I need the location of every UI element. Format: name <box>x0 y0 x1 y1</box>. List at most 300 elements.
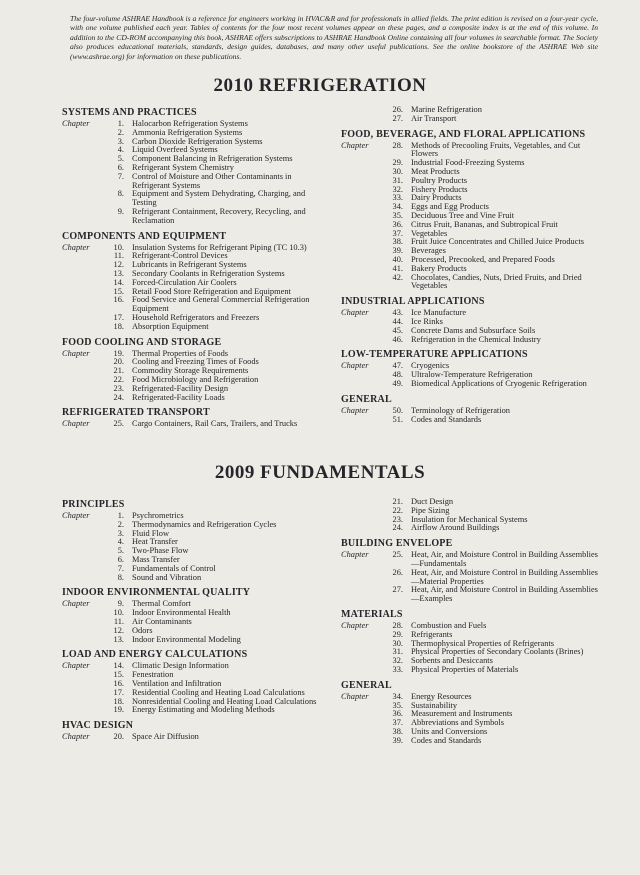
chapter-title: Refrigerated-Facility Loads <box>132 392 225 402</box>
chapter-number: 47. <box>392 361 403 371</box>
chapter-entry <box>341 238 603 247</box>
chapter-label <box>62 689 102 698</box>
chapter-title: Lubricants in Refrigerant Systems <box>132 260 247 270</box>
chapter-number: 20. <box>113 732 124 742</box>
chapter-title: Poultry Products <box>411 175 468 185</box>
chapter-title: Sound and Vibration <box>132 572 202 582</box>
chapter-label: Chapter <box>62 661 90 671</box>
section-heading: BUILDING ENVELOPE <box>341 538 453 550</box>
chapter-number: 39. <box>392 735 403 745</box>
chapter-title: Ultralow-Temperature Refrigeration <box>411 370 533 380</box>
chapter-title: Space Air Diffusion <box>132 732 199 742</box>
chapter-number: 48. <box>392 370 403 380</box>
chapter-title: Secondary Coolants in Refrigeration Systems <box>132 268 285 278</box>
chapter-number: 8. <box>117 189 124 199</box>
chapter-title: Cooling and Freezing Times of Foods <box>132 357 259 367</box>
chapter-entry <box>62 574 324 583</box>
chapter-number: 34. <box>392 202 403 212</box>
chapter-title: Air Transport <box>411 113 457 123</box>
chapter-number: 12. <box>113 625 124 635</box>
chapter-title: Refrigerants <box>411 629 453 639</box>
toc-section <box>62 406 324 429</box>
chapter-number: 4. <box>117 537 124 547</box>
chapter-entry <box>341 256 603 265</box>
chapter-number: 28. <box>392 620 403 630</box>
chapter-label <box>62 538 102 547</box>
chapter-title: Ice Rinks <box>411 316 443 326</box>
chapter-title: Energy Resources <box>411 691 472 701</box>
chapter-label <box>62 252 102 261</box>
chapter-label: Chapter <box>341 550 369 560</box>
chapter-title: Codes and Standards <box>411 414 482 424</box>
toc-section <box>341 128 603 292</box>
section-heading: GENERAL <box>341 393 392 405</box>
chapter-label <box>341 265 381 274</box>
chapter-label <box>341 230 381 239</box>
chapter-title: Absorption Equipment <box>132 321 209 331</box>
chapter-entry <box>341 551 603 569</box>
toc-section <box>62 498 324 582</box>
toc-section <box>62 648 324 715</box>
chapter-title: Sorbents and Desiccants <box>411 656 493 666</box>
chapter-label <box>341 524 381 533</box>
chapter-entry <box>341 586 603 604</box>
chapter-label <box>62 627 102 636</box>
chapter-title: Mass Transfer <box>132 554 180 564</box>
chapter-label: Chapter <box>62 242 90 252</box>
chapter-label <box>341 318 381 327</box>
chapter-number: 36. <box>392 709 403 719</box>
chapter-label <box>341 327 381 336</box>
chapter-entry <box>341 177 603 186</box>
chapter-title: Household Refrigerators and Freezers <box>132 312 260 322</box>
chapter-number: 1. <box>117 119 124 128</box>
chapter-number: 24. <box>392 523 403 533</box>
fundamentals-right-column <box>341 498 603 750</box>
chapter-entry <box>341 569 603 587</box>
chapter-number: 21. <box>113 366 124 376</box>
chapter-title: Concrete Dams and Subsurface Soils <box>411 325 536 335</box>
chapter-number: 23. <box>392 514 403 524</box>
chapter-entry <box>62 618 324 627</box>
chapter-number: 49. <box>392 378 403 388</box>
section-heading: MATERIALS <box>341 608 403 620</box>
chapter-number: 31. <box>392 175 403 185</box>
chapter-title: Eggs and Egg Products <box>411 202 489 212</box>
chapter-title: Psychrometrics <box>132 511 184 520</box>
chapter-entry <box>341 693 603 702</box>
chapter-entry <box>62 662 324 671</box>
chapter-entry <box>62 190 324 208</box>
chapter-title: Fruit Juice Concentrates and Chilled Juice Products <box>411 237 585 247</box>
chapter-label <box>341 186 381 195</box>
chapter-label <box>62 270 102 279</box>
section-heading: REFRIGERATED TRANSPORT <box>62 407 210 419</box>
chapter-entry <box>62 530 324 539</box>
chapter-label <box>62 376 102 385</box>
section-heading: PRINCIPLES <box>62 499 125 510</box>
chapter-number: 13. <box>113 268 124 278</box>
chapter-label: Chapter <box>341 361 369 371</box>
chapter-label <box>341 666 381 675</box>
chapter-title: Cargo Containers, Rail Cars, Trailers, and Trucks <box>132 419 298 429</box>
chapter-entry <box>341 142 603 160</box>
chapter-label <box>62 296 102 314</box>
chapter-number: 21. <box>392 497 403 506</box>
chapter-number: 27. <box>392 585 403 595</box>
chapter-entry <box>62 521 324 530</box>
chapter-title: Thermophysical Properties of Refrigerants <box>411 638 555 648</box>
chapter-title: Refrigerated-Facility Design <box>132 383 229 393</box>
chapter-number: 7. <box>117 563 124 573</box>
chapter-number: 11. <box>113 616 124 626</box>
chapter-entry <box>62 173 324 191</box>
toc-section <box>341 393 603 425</box>
chapter-label <box>341 238 381 247</box>
chapter-title: Ammonia Refrigeration Systems <box>132 127 243 137</box>
chapter-number: 43. <box>392 308 403 318</box>
chapter-entry <box>341 737 603 746</box>
chapter-title: Physical Properties of Secondary Coolants (Brines) <box>411 647 584 657</box>
chapter-number: 18. <box>113 321 124 331</box>
chapter-number: 14. <box>113 661 124 671</box>
section-heading: COMPONENTS AND EQUIPMENT <box>62 230 227 242</box>
section-heading: FOOD COOLING AND STORAGE <box>62 336 222 348</box>
chapter-number: 24. <box>113 392 124 402</box>
chapter-number: 18. <box>113 696 124 706</box>
chapter-label <box>62 129 102 138</box>
chapter-label: Chapter <box>341 308 369 318</box>
chapter-label <box>62 521 102 530</box>
chapter-number: 23. <box>113 383 124 393</box>
chapter-label <box>62 618 102 627</box>
chapter-title: Ventilation and Infiltration <box>132 678 222 688</box>
chapter-title: Insulation Systems for Refrigerant Piping (TC 10.3) <box>132 242 307 252</box>
chapter-label <box>62 394 102 403</box>
chapter-label: Chapter <box>62 419 90 429</box>
chapter-number: 3. <box>117 528 124 538</box>
chapter-title: Liquid Overfeed Systems <box>132 145 218 155</box>
chapter-title: Food Microbiology and Refrigeration <box>132 374 259 384</box>
chapter-title: Citrus Fruit, Bananas, and Subtropical Fruit <box>411 219 558 229</box>
chapter-number: 15. <box>113 670 124 680</box>
chapter-number: 41. <box>392 263 403 273</box>
chapter-number: 29. <box>392 629 403 639</box>
chapter-number: 1. <box>117 511 124 520</box>
chapter-label <box>62 314 102 323</box>
chapter-title: Thermodynamics and Refrigeration Cycles <box>132 519 277 529</box>
chapter-label: Chapter <box>62 511 90 520</box>
chapter-number: 34. <box>392 691 403 701</box>
chapter-label <box>341 569 381 587</box>
chapter-label <box>341 168 381 177</box>
chapter-number: 19. <box>113 705 124 715</box>
chapter-number: 17. <box>113 312 124 322</box>
chapter-label <box>341 737 381 746</box>
chapter-title: Units and Conversions <box>411 726 488 736</box>
chapter-title: Fluid Flow <box>132 528 170 538</box>
chapter-label <box>62 574 102 583</box>
chapter-title: Heat, Air, and Moisture Control in Building Assemblies—Examples <box>411 585 598 604</box>
chapter-entry <box>62 208 324 226</box>
chapter-number: 22. <box>113 374 124 384</box>
chapter-title: Industrial Food-Freezing Systems <box>411 158 525 168</box>
chapter-title: Processed, Precooked, and Prepared Foods <box>411 254 555 264</box>
chapter-title: Terminology of Refrigeration <box>411 405 510 415</box>
chapter-entry <box>341 221 603 230</box>
chapter-label: Chapter <box>341 405 369 415</box>
volume-title-fundamentals: 2009 FUNDAMENTALS <box>214 462 426 483</box>
chapter-label <box>341 203 381 212</box>
chapter-title: Two-Phase Flow <box>132 546 189 556</box>
chapter-label <box>62 385 102 394</box>
chapter-title: Meat Products <box>411 166 460 176</box>
chapter-label <box>341 380 381 389</box>
chapter-number: 25. <box>392 550 403 560</box>
chapter-entry <box>341 186 603 195</box>
chapter-number: 15. <box>113 286 124 296</box>
chapter-entry <box>62 636 324 645</box>
chapter-number: 42. <box>392 272 403 282</box>
toc-section <box>62 586 324 644</box>
chapter-label <box>62 565 102 574</box>
chapter-number: 26. <box>392 105 403 114</box>
chapter-title: Measurement and Instruments <box>411 709 513 719</box>
chapter-title: Climatic Design Information <box>132 661 229 671</box>
chapter-title: Component Balancing in Refrigeration Systems <box>132 154 293 164</box>
chapter-title: Ice Manufacture <box>411 308 467 318</box>
chapter-number: 2. <box>117 127 124 137</box>
toc-section <box>62 106 324 226</box>
chapter-number: 5. <box>117 154 124 164</box>
chapter-entry <box>62 420 324 429</box>
toc-section <box>341 608 603 675</box>
chapter-entry <box>341 309 603 318</box>
chapter-number: 46. <box>392 334 403 344</box>
chapter-entry <box>341 168 603 177</box>
chapter-label <box>341 106 381 115</box>
chapter-number: 40. <box>392 254 403 264</box>
section-heading: INDUSTRIAL APPLICATIONS <box>341 296 485 308</box>
chapter-number: 6. <box>117 554 124 564</box>
chapter-title: Chocolates, Candies, Nuts, Dried Fruits, and Dried Vegetables <box>411 272 582 291</box>
chapter-number: 16. <box>113 295 124 305</box>
chapter-title: Bakery Products <box>411 263 467 273</box>
chapter-label <box>341 710 381 719</box>
chapter-entry <box>62 547 324 556</box>
chapter-number: 38. <box>392 237 403 247</box>
chapter-title: Airflow Around Buildings <box>411 523 500 533</box>
chapter-number: 10. <box>113 608 124 618</box>
chapter-number: 32. <box>392 656 403 666</box>
chapter-number: 16. <box>113 678 124 688</box>
chapter-title: Heat, Air, and Moisture Control in Building Assemblies—Fundamentals <box>411 550 598 568</box>
chapter-number: 10. <box>113 242 124 252</box>
section-heading: FOOD, BEVERAGE, AND FLORAL APPLICATIONS <box>341 128 586 140</box>
chapter-label <box>341 648 381 657</box>
chapter-number: 11. <box>113 251 124 261</box>
chapter-label <box>62 358 102 367</box>
chapter-title: Biomedical Applications of Cryogenic Refrigeration <box>411 378 587 388</box>
chapter-title: Deciduous Tree and Vine Fruit <box>411 210 515 220</box>
chapter-label <box>62 288 102 297</box>
chapter-entry <box>62 609 324 618</box>
chapter-label <box>341 115 381 124</box>
chapter-number: 44. <box>392 316 403 326</box>
volume-title-refrigeration: 2010 REFRIGERATION <box>213 75 427 96</box>
chapter-title: Carbon Dioxide Refrigeration Systems <box>132 136 263 146</box>
chapter-entry <box>62 706 324 715</box>
chapter-label <box>341 194 381 203</box>
chapter-label: Chapter <box>62 348 90 358</box>
intro-paragraph: The four-volume ASHRAE Handbook is a reference for engineers working in HVAC&R and for professionals in allied fields. The print edition is revised on a four-year cycle, with one volume published each year. Tables of contents for the four most recent volumes appear on these pages, and a composite index is at the end of this volume. In addition to the CD-ROM accompanying this book, ASHRAE offers subscriptions to ASHRAE Handbook Online containing all four volumes in searchable format. The Society also produces educational materials, standards, design guides, databases, and many other useful publications. See the online bookstore of the ASHRAE Web site (www.ashrae.org) for information on these publications. <box>70 14 598 61</box>
chapter-title: Refrigerant System Chemistry <box>132 162 234 172</box>
chapter-number: 2. <box>117 519 124 529</box>
chapter-label <box>62 261 102 270</box>
chapter-label <box>62 323 102 332</box>
chapter-number: 35. <box>392 700 403 710</box>
toc-section <box>341 498 603 533</box>
chapter-label <box>341 221 381 230</box>
chapter-label: Chapter <box>62 599 90 609</box>
chapter-title: Energy Estimating and Modeling Methods <box>132 705 275 715</box>
chapter-title: Refrigerant Containment, Recovery, Recycling, and Reclamation <box>132 206 306 225</box>
chapter-number: 37. <box>392 228 403 238</box>
chapter-label <box>341 640 381 649</box>
chapter-entry <box>341 498 603 507</box>
chapter-label <box>341 702 381 711</box>
chapter-number: 4. <box>117 145 124 155</box>
section-heading: HVAC DESIGN <box>62 720 134 732</box>
chapter-number: 38. <box>392 726 403 736</box>
toc-section <box>341 106 603 124</box>
chapter-number: 36. <box>392 219 403 229</box>
chapter-entry <box>62 394 324 403</box>
chapter-title: Duct Design <box>411 497 454 506</box>
chapter-number: 17. <box>113 687 124 697</box>
chapter-number: 39. <box>392 246 403 256</box>
toc-section <box>62 719 324 742</box>
chapter-label <box>62 680 102 689</box>
chapter-title: Methods of Precooling Fruits, Vegetables, and Cut Flowers <box>411 140 581 159</box>
chapter-number: 12. <box>113 260 124 270</box>
chapter-title: Vegetables <box>411 228 448 238</box>
chapter-number: 20. <box>113 357 124 367</box>
chapter-title: Fishery Products <box>411 184 468 194</box>
chapter-title: Cryogenics <box>411 361 450 371</box>
chapter-label <box>62 164 102 173</box>
chapter-label <box>341 336 381 345</box>
chapter-title: Fenestration <box>132 670 174 680</box>
chapter-entry <box>341 666 603 675</box>
chapter-number: 3. <box>117 136 124 146</box>
chapter-title: Residential Cooling and Heating Load Calculations <box>132 687 305 697</box>
chapter-title: Forced-Circulation Air Coolers <box>132 277 237 287</box>
chapter-title: Odors <box>132 625 153 635</box>
chapter-label <box>341 586 381 604</box>
chapter-number: 32. <box>392 184 403 194</box>
chapter-number: 25. <box>113 419 124 429</box>
chapter-title: Beverages <box>411 246 446 256</box>
chapter-label <box>62 530 102 539</box>
chapter-entry <box>341 524 603 533</box>
chapter-label <box>341 159 381 168</box>
chapter-label <box>341 719 381 728</box>
chapter-title: Dairy Products <box>411 193 462 203</box>
chapter-label <box>62 146 102 155</box>
chapter-entry <box>341 159 603 168</box>
chapter-title: Thermal Properties of Foods <box>132 348 229 358</box>
chapter-number: 5. <box>117 546 124 556</box>
chapter-title: Air Contaminants <box>132 616 192 626</box>
chapter-label <box>341 657 381 666</box>
refrigeration-left-column <box>62 106 324 433</box>
chapter-number: 8. <box>117 572 124 582</box>
chapter-title: Heat, Air, and Moisture Control in Building Assemblies—Material Properties <box>411 567 598 586</box>
chapter-entry <box>341 380 603 389</box>
section-heading: SYSTEMS AND PRACTICES <box>62 107 197 118</box>
chapter-title: Physical Properties of Materials <box>411 664 519 674</box>
toc-section <box>341 679 603 746</box>
chapter-title: Equipment and System Dehydrating, Charging, and Testing <box>132 189 306 208</box>
chapter-label <box>62 671 102 680</box>
chapter-label <box>341 631 381 640</box>
chapter-number: 14. <box>113 277 124 287</box>
chapter-entry <box>341 274 603 292</box>
chapter-label: Chapter <box>341 620 369 630</box>
chapter-title: Heat Transfer <box>132 537 178 547</box>
chapter-entry <box>62 538 324 547</box>
chapter-label <box>62 173 102 191</box>
chapter-label <box>341 274 381 292</box>
chapter-title: Halocarbon Refrigeration Systems <box>132 119 248 128</box>
chapter-title: Combustion and Fuels <box>411 620 487 630</box>
chapter-title: Thermal Comfort <box>132 599 191 609</box>
chapter-label <box>62 138 102 147</box>
chapter-number: 9. <box>117 206 124 216</box>
section-heading: INDOOR ENVIRONMENTAL QUALITY <box>62 587 251 599</box>
chapter-label: Chapter <box>341 140 369 150</box>
chapter-number: 30. <box>392 638 403 648</box>
chapter-number: 33. <box>392 193 403 203</box>
toc-section <box>341 348 603 388</box>
chapter-title: Nonresidential Cooling and Heating Load Calculations <box>132 696 317 706</box>
toc-section <box>341 537 603 604</box>
chapter-title: Insulation for Mechanical Systems <box>411 514 528 524</box>
chapter-title: Abbreviations and Symbols <box>411 718 505 728</box>
chapter-label <box>341 247 381 256</box>
chapter-title: Refrigeration in the Chemical Industry <box>411 334 541 344</box>
chapter-entry <box>341 106 603 115</box>
chapter-title: Fundamentals of Control <box>132 563 216 573</box>
chapter-entry <box>62 733 324 742</box>
chapter-label <box>341 212 381 221</box>
chapter-title: Indoor Environmental Health <box>132 608 231 618</box>
toc-section <box>62 336 324 403</box>
chapter-label <box>62 208 102 226</box>
toc-section <box>341 295 603 344</box>
chapter-number: 30. <box>392 166 403 176</box>
fundamentals-left-column <box>62 498 324 746</box>
chapter-entry <box>62 296 324 314</box>
chapter-label <box>62 698 102 707</box>
chapter-title: Pipe Sizing <box>411 505 450 515</box>
chapter-number: 7. <box>117 171 124 181</box>
chapter-number: 9. <box>117 599 124 609</box>
chapter-label: Chapter <box>62 119 90 128</box>
section-heading: LOW-TEMPERATURE APPLICATIONS <box>341 349 528 361</box>
chapter-number: 6. <box>117 162 124 172</box>
